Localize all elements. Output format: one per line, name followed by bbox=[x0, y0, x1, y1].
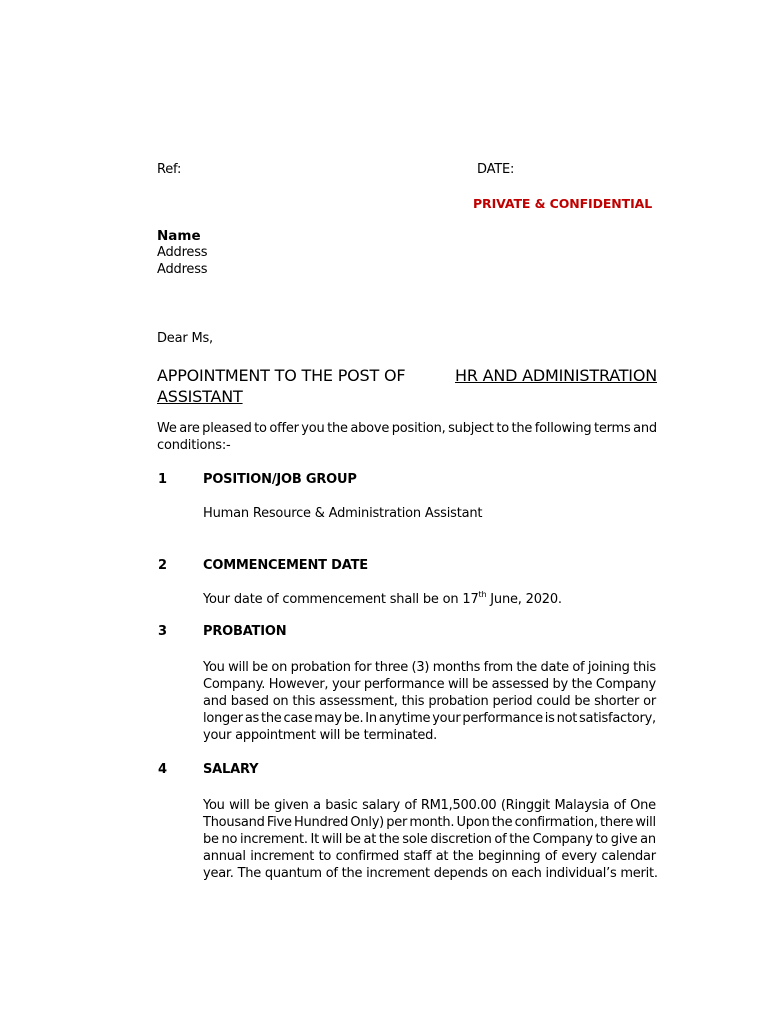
intro-line-2: conditions:- bbox=[157, 438, 231, 453]
section-heading-commencement: COMMENCEMENT DATE bbox=[203, 558, 368, 573]
paragraph-line: longer as the case may be. In anytime your performance is not satisfactory, bbox=[203, 711, 656, 726]
paragraph-line: You will be on probation for three (3) months from the date of joining this bbox=[203, 660, 656, 675]
paragraph-line: year. The quantum of the increment depends on each individual’s merit. bbox=[203, 866, 658, 881]
section-heading-salary: SALARY bbox=[203, 762, 259, 777]
intro-paragraph bbox=[157, 420, 657, 454]
ref-label: Ref: bbox=[157, 162, 182, 177]
subject-prefix: APPOINTMENT TO THE POST OF bbox=[157, 366, 406, 385]
subject-post-title: HR AND ADMINISTRATION bbox=[455, 366, 657, 385]
letter-subject bbox=[157, 365, 657, 407]
salutation: Dear Ms, bbox=[157, 331, 213, 346]
section-body-salary bbox=[203, 797, 656, 882]
section-number: 1 bbox=[158, 472, 168, 487]
section-number: 3 bbox=[158, 624, 168, 639]
paragraph-line: annual increment to confirmed staff at the beginning of every calendar bbox=[203, 849, 656, 864]
confidential-notice: PRIVATE & CONFIDENTIAL bbox=[473, 196, 653, 211]
recipient-name: Name bbox=[157, 228, 201, 244]
section-number: 2 bbox=[158, 558, 168, 573]
paragraph-line: Company. However, your performance will be assessed by the Company bbox=[203, 677, 656, 692]
section-body-commencement: Your date of commencement shall be on 17th June, 2020. bbox=[203, 589, 562, 607]
section-heading-probation: PROBATION bbox=[203, 624, 287, 639]
section-heading-position: POSITION/JOB GROUP bbox=[203, 472, 357, 487]
subject-post-title-continued: ASSISTANT bbox=[157, 387, 243, 406]
section-number: 4 bbox=[158, 762, 168, 777]
paragraph-line: Thousand Five Hundred Only) per month. Upon the confirmation, there will bbox=[203, 815, 656, 830]
section-body-probation bbox=[203, 659, 656, 744]
paragraph-line: and based on this assessment, this probation period could be shorter or bbox=[203, 694, 656, 709]
section-body-position: Human Resource & Administration Assistant bbox=[203, 506, 483, 521]
paragraph-line: be no increment. It will be at the sole discretion of the Company to give an bbox=[203, 832, 656, 847]
recipient-address-line-2: Address bbox=[157, 262, 208, 277]
paragraph-line: your appointment will be terminated. bbox=[203, 728, 438, 743]
paragraph-line: You will be given a basic salary of RM1,500.00 (Ringgit Malaysia of One bbox=[203, 798, 656, 813]
intro-line-1: We are pleased to offer you the above position, subject to the following terms and bbox=[157, 421, 657, 436]
recipient-address-line-1: Address bbox=[157, 245, 208, 260]
date-label: DATE: bbox=[477, 162, 515, 177]
